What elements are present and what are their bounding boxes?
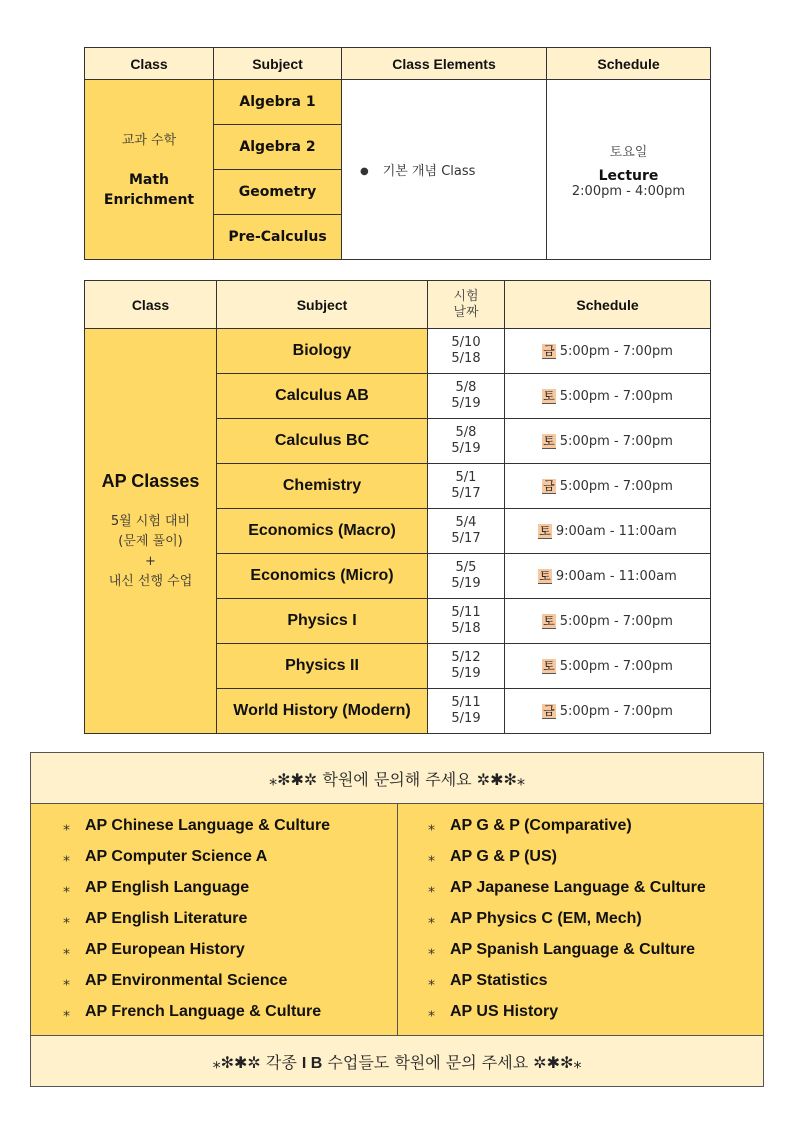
- exam-date-2: 5/17: [451, 486, 481, 501]
- asterisk-bullet-icon: ⁎: [428, 910, 435, 926]
- exam-date-2: 5/19: [451, 396, 481, 411]
- weekday-badge: 토: [543, 614, 555, 628]
- list-item: [63, 810, 397, 841]
- exam-date-1: 5/5: [455, 560, 477, 575]
- weekday-badge: 토: [539, 524, 551, 538]
- class-desc-line: (문제 풀이): [118, 533, 183, 549]
- exam-dates-cell: [428, 464, 505, 509]
- header-schedule: Schedule: [547, 48, 711, 80]
- schedule-cell: [505, 329, 711, 374]
- header-schedule: Schedule: [505, 281, 711, 329]
- exam-date-1: 5/8: [455, 380, 477, 395]
- header-class-elements: Class Elements: [342, 48, 547, 80]
- course-name: AP Environmental Science: [85, 972, 288, 989]
- subject-cell: Economics (Macro): [217, 509, 428, 554]
- class-korean-label: 교과 수학: [121, 133, 177, 148]
- asterisk-bullet-icon: ⁎: [63, 848, 70, 864]
- weekday-badge: 토: [543, 389, 555, 403]
- list-item: [63, 934, 397, 965]
- list-item: [63, 841, 397, 872]
- inquiry-box: [30, 752, 764, 1087]
- schedule-time: 5:00pm - 7:00pm: [559, 614, 673, 629]
- subject-cell: Calculus BC: [217, 419, 428, 464]
- table-header-row: [85, 48, 711, 80]
- exam-date-2: 5/19: [451, 576, 481, 591]
- header-exam-date-line2: 날짜: [453, 304, 479, 320]
- notice-suffix: 수업들도 학원에 문의 주세요 ✲✱✻⁎: [322, 1052, 582, 1072]
- weekday-badge: 토: [543, 434, 555, 448]
- header-exam-date-line1: 시험: [453, 288, 479, 304]
- class-element-text: 기본 개념 Class: [382, 164, 476, 179]
- class-name-line2: Enrichment: [103, 192, 195, 208]
- exam-dates-cell: [428, 509, 505, 554]
- course-name: AP Computer Science A: [85, 848, 268, 865]
- exam-dates-cell: [428, 689, 505, 734]
- class-desc-line: 5월 시험 대비: [110, 513, 191, 529]
- subject-cell: Pre-Calculus: [214, 215, 342, 260]
- notice-ib: I B: [301, 1054, 323, 1072]
- exam-dates-cell: [428, 599, 505, 644]
- inquiry-notice-bottom: [31, 1036, 764, 1087]
- weekday-badge: 토: [543, 659, 555, 673]
- asterisk-bullet-icon: ⁎: [63, 941, 70, 957]
- asterisk-bullet-icon: ⁎: [428, 848, 435, 864]
- exam-date-1: 5/10: [451, 335, 481, 350]
- exam-dates-cell: [428, 554, 505, 599]
- schedule-cell: [505, 419, 711, 464]
- asterisk-bullet-icon: ⁎: [428, 879, 435, 895]
- subject-cell: Physics I: [217, 599, 428, 644]
- subject-cell: Algebra 1: [214, 80, 342, 125]
- weekday-badge: 금: [543, 704, 555, 718]
- asterisk-bullet-icon: ⁎: [428, 1003, 435, 1019]
- course-name: AP Statistics: [450, 972, 548, 989]
- ap-class-title: AP Classes: [101, 470, 200, 491]
- schedule-type: Lecture: [598, 167, 659, 184]
- asterisk-bullet-icon: ⁎: [428, 817, 435, 833]
- class-elements-cell: [342, 80, 547, 260]
- exam-dates-cell: [428, 644, 505, 689]
- table-row: [85, 329, 711, 374]
- schedule-cell: [505, 374, 711, 419]
- schedule-day: 토요일: [609, 144, 648, 160]
- course-name: AP French Language & Culture: [85, 1003, 322, 1020]
- schedule-time: 9:00am - 11:00am: [555, 569, 677, 584]
- weekday-badge: 금: [543, 479, 555, 493]
- inquiry-list-left: [31, 804, 398, 1036]
- weekday-badge: 토: [539, 569, 551, 583]
- schedule-time: 5:00pm - 7:00pm: [559, 659, 673, 674]
- course-name: AP English Literature: [85, 910, 248, 927]
- course-name: AP Japanese Language & Culture: [450, 879, 706, 896]
- exam-date-2: 5/19: [451, 711, 481, 726]
- schedule-time: 5:00pm - 7:00pm: [559, 479, 673, 494]
- schedule-time: 5:00pm - 7:00pm: [559, 344, 673, 359]
- exam-date-1: 5/11: [451, 695, 481, 710]
- inquiry-notice-top: ⁎✻✱✲ 학원에 문의해 주세요 ✲✱✻⁎: [31, 753, 764, 804]
- list-item: [428, 810, 763, 841]
- list-item: [428, 872, 763, 903]
- schedule-cell: [505, 464, 711, 509]
- schedule-cell: [547, 80, 711, 260]
- schedule-cell: [505, 509, 711, 554]
- subject-cell: Geometry: [214, 170, 342, 215]
- subject-cell: Algebra 2: [214, 125, 342, 170]
- asterisk-bullet-icon: ⁎: [63, 1003, 70, 1019]
- exam-date-1: 5/4: [455, 515, 477, 530]
- math-class-cell: [85, 80, 214, 260]
- course-name: AP G & P (Comparative): [450, 817, 632, 834]
- exam-date-2: 5/19: [451, 666, 481, 681]
- subject-cell: World History (Modern): [217, 689, 428, 734]
- class-desc-line: 내신 선행 수업: [108, 573, 193, 589]
- course-name: AP English Language: [85, 879, 250, 896]
- bullet-icon: ●: [360, 166, 369, 177]
- course-name: AP Spanish Language & Culture: [450, 941, 696, 958]
- asterisk-bullet-icon: ⁎: [63, 879, 70, 895]
- inquiry-list-right: [398, 804, 764, 1036]
- header-exam-date: [428, 281, 505, 329]
- class-name-line1: Math: [128, 172, 170, 188]
- header-subject: Subject: [217, 281, 428, 329]
- class-desc-line: +: [145, 553, 156, 569]
- notice-prefix: ⁎✻✱✲ 각종: [212, 1052, 302, 1072]
- subject-cell: Calculus AB: [217, 374, 428, 419]
- ap-class-cell: [85, 329, 217, 734]
- ap-classes-table: [84, 280, 711, 734]
- list-item: [63, 996, 397, 1027]
- subject-cell: Chemistry: [217, 464, 428, 509]
- subject-cell: Economics (Micro): [217, 554, 428, 599]
- exam-date-2: 5/18: [451, 351, 481, 366]
- exam-date-1: 5/11: [451, 605, 481, 620]
- header-subject: Subject: [214, 48, 342, 80]
- schedule-cell: [505, 644, 711, 689]
- schedule-cell: [505, 599, 711, 644]
- list-item: [428, 841, 763, 872]
- asterisk-bullet-icon: ⁎: [428, 941, 435, 957]
- schedule-time: 5:00pm - 7:00pm: [559, 389, 673, 404]
- schedule-cell: [505, 689, 711, 734]
- exam-date-2: 5/17: [451, 531, 481, 546]
- schedule-time: 5:00pm - 7:00pm: [559, 704, 673, 719]
- list-item: [63, 965, 397, 996]
- course-name: AP US History: [450, 1003, 559, 1020]
- exam-date-2: 5/19: [451, 441, 481, 456]
- schedule-cell: [505, 554, 711, 599]
- exam-date-2: 5/18: [451, 621, 481, 636]
- subject-cell: Physics II: [217, 644, 428, 689]
- schedule-time: 5:00pm - 7:00pm: [559, 434, 673, 449]
- math-enrichment-table: [84, 47, 711, 260]
- table-header-row: [85, 281, 711, 329]
- course-name: AP G & P (US): [450, 848, 557, 865]
- exam-date-1: 5/12: [451, 650, 481, 665]
- table-row: [85, 80, 711, 125]
- exam-dates-cell: [428, 329, 505, 374]
- asterisk-bullet-icon: ⁎: [428, 972, 435, 988]
- schedule-time: 2:00pm - 4:00pm: [571, 183, 686, 199]
- schedule-time: 9:00am - 11:00am: [555, 524, 677, 539]
- subject-cell: Biology: [217, 329, 428, 374]
- list-item: [428, 903, 763, 934]
- asterisk-bullet-icon: ⁎: [63, 817, 70, 833]
- list-item: [428, 965, 763, 996]
- exam-date-1: 5/1: [455, 470, 477, 485]
- course-name: AP Chinese Language & Culture: [85, 817, 331, 834]
- header-class: Class: [85, 281, 217, 329]
- list-item: [428, 934, 763, 965]
- asterisk-bullet-icon: ⁎: [63, 972, 70, 988]
- course-name: AP European History: [85, 941, 245, 958]
- exam-date-1: 5/8: [455, 425, 477, 440]
- course-name: AP Physics C (EM, Mech): [450, 910, 642, 927]
- list-item: [63, 872, 397, 903]
- list-item: [428, 996, 763, 1027]
- asterisk-bullet-icon: ⁎: [63, 910, 70, 926]
- list-item: [63, 903, 397, 934]
- weekday-badge: 금: [543, 344, 555, 358]
- exam-dates-cell: [428, 374, 505, 419]
- header-class: Class: [85, 48, 214, 80]
- exam-dates-cell: [428, 419, 505, 464]
